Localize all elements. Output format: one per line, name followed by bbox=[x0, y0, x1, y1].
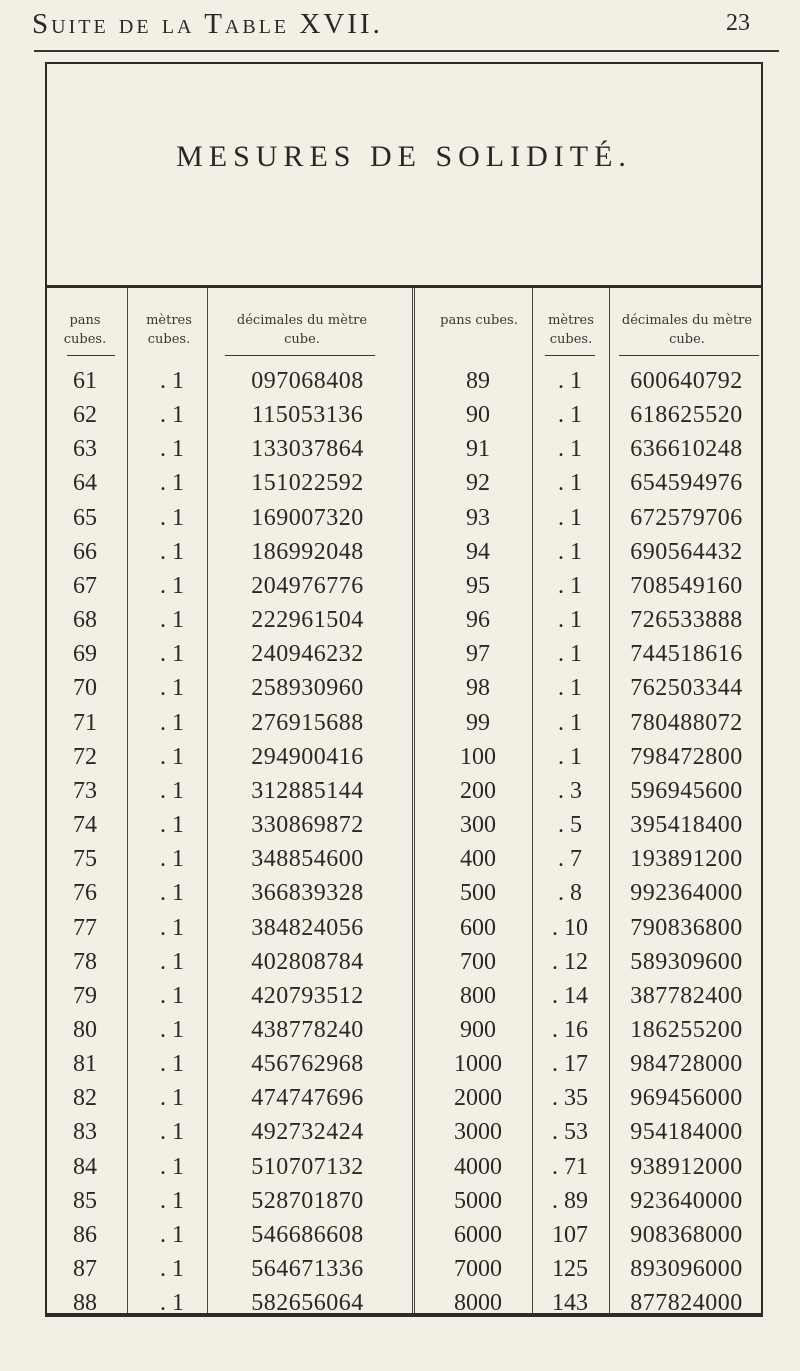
metres-cubes-cell: . 1 bbox=[160, 641, 184, 668]
metres-cubes-cell: . 1 bbox=[160, 948, 184, 975]
metres-cubes-cell: . 1 bbox=[160, 1256, 184, 1283]
metres-cubes-cell: . 89 bbox=[552, 1187, 588, 1214]
metres-cubes-cell: . 1 bbox=[160, 436, 184, 463]
metres-cubes-cell: 143 bbox=[552, 1290, 588, 1317]
header-underline bbox=[619, 355, 759, 356]
table-row bbox=[47, 603, 761, 637]
metres-cubes-cell: . 1 bbox=[558, 641, 582, 668]
metres-cubes-cell: . 1 bbox=[558, 436, 582, 463]
metres-cubes-cell: . 1 bbox=[160, 812, 184, 839]
metres-cubes-cell: . 1 bbox=[160, 1016, 184, 1043]
decimales-cell: 151022592 bbox=[251, 470, 364, 497]
pans-cubes-cell: 82 bbox=[73, 1085, 97, 1112]
table-row bbox=[47, 671, 761, 705]
metres-cubes-cell: . 8 bbox=[558, 880, 582, 907]
pans-cubes-cell: 73 bbox=[73, 777, 97, 804]
table-row bbox=[47, 876, 761, 910]
metres-cubes-cell: . 1 bbox=[558, 504, 582, 531]
metres-cubes-cell: . 1 bbox=[558, 538, 582, 565]
metres-cubes-cell: . 1 bbox=[160, 743, 184, 770]
metres-cubes-cell: . 1 bbox=[160, 470, 184, 497]
pans-cubes-cell: 2000 bbox=[454, 1085, 502, 1112]
column-header-pans-cubes-left: pans cubes. bbox=[63, 313, 107, 347]
decimales-cell: 276915688 bbox=[251, 709, 364, 736]
metres-cubes-cell: . 35 bbox=[552, 1085, 588, 1112]
pans-cubes-cell: 600 bbox=[460, 914, 496, 941]
decimales-cell: 294900416 bbox=[251, 743, 364, 770]
decimales-cell: 395418400 bbox=[630, 812, 743, 839]
metres-cubes-cell: . 1 bbox=[160, 607, 184, 634]
decimales-cell: 908368000 bbox=[630, 1221, 743, 1248]
pans-cubes-cell: 900 bbox=[460, 1016, 496, 1043]
table-top-rule bbox=[47, 285, 761, 288]
table-row bbox=[47, 1184, 761, 1218]
table-row bbox=[47, 1150, 761, 1184]
metres-cubes-cell: . 1 bbox=[160, 572, 184, 599]
metres-cubes-cell: . 1 bbox=[160, 538, 184, 565]
pans-cubes-cell: 65 bbox=[73, 504, 97, 531]
table-row bbox=[47, 842, 761, 876]
pans-cubes-cell: 87 bbox=[73, 1256, 97, 1283]
decimales-cell: 456762968 bbox=[251, 1051, 364, 1078]
decimales-cell: 510707132 bbox=[251, 1153, 364, 1180]
decimales-cell: 636610248 bbox=[630, 436, 743, 463]
metres-cubes-cell: . 1 bbox=[558, 470, 582, 497]
metres-cubes-cell: 107 bbox=[552, 1221, 588, 1248]
pans-cubes-cell: 94 bbox=[466, 538, 490, 565]
decimales-cell: 923640000 bbox=[630, 1187, 743, 1214]
metres-cubes-cell: . 1 bbox=[160, 1187, 184, 1214]
table-row bbox=[47, 501, 761, 535]
column-header-metres-cubes-left: mètres cubes. bbox=[146, 313, 192, 347]
table-row bbox=[47, 979, 761, 1013]
pans-cubes-cell: 700 bbox=[460, 948, 496, 975]
decimales-cell: 618625520 bbox=[630, 402, 743, 429]
pans-cubes-cell: 71 bbox=[73, 709, 97, 736]
table-body bbox=[47, 364, 761, 1320]
metres-cubes-cell: . 16 bbox=[552, 1016, 588, 1043]
metres-cubes-cell: . 1 bbox=[160, 1221, 184, 1248]
decimales-cell: 954184000 bbox=[630, 1119, 743, 1146]
pans-cubes-cell: 200 bbox=[460, 777, 496, 804]
pans-cubes-cell: 5000 bbox=[454, 1187, 502, 1214]
pans-cubes-cell: 61 bbox=[73, 368, 97, 394]
decimales-cell: 708549160 bbox=[630, 572, 743, 599]
table-row bbox=[47, 1115, 761, 1149]
decimales-cell: 402808784 bbox=[251, 948, 364, 975]
pans-cubes-cell: 100 bbox=[460, 743, 496, 770]
metres-cubes-cell: 125 bbox=[552, 1256, 588, 1283]
table-row bbox=[47, 706, 761, 740]
decimales-cell: 330869872 bbox=[251, 812, 364, 839]
pans-cubes-cell: 78 bbox=[73, 948, 97, 975]
table-row bbox=[47, 808, 761, 842]
metres-cubes-cell: . 1 bbox=[160, 846, 184, 873]
table-row bbox=[47, 569, 761, 603]
pans-cubes-cell: 88 bbox=[73, 1290, 97, 1317]
decimales-cell: 169007320 bbox=[251, 504, 364, 531]
decimales-cell: 938912000 bbox=[630, 1153, 743, 1180]
metres-cubes-cell: . 1 bbox=[160, 1290, 184, 1317]
metres-cubes-cell: . 1 bbox=[558, 709, 582, 736]
running-title: Suite de la Table XVII. bbox=[32, 8, 383, 40]
metres-cubes-cell: . 53 bbox=[552, 1119, 588, 1146]
decimales-cell: 186255200 bbox=[630, 1016, 743, 1043]
header-underline bbox=[225, 355, 375, 356]
pans-cubes-cell: 79 bbox=[73, 982, 97, 1009]
pans-cubes-cell: 85 bbox=[73, 1187, 97, 1214]
metres-cubes-cell: . 1 bbox=[558, 675, 582, 702]
table-row bbox=[47, 432, 761, 466]
pans-cubes-cell: 70 bbox=[73, 675, 97, 702]
column-header-pans-cubes-right: pans cubes. bbox=[440, 313, 518, 328]
decimales-cell: 240946232 bbox=[251, 641, 364, 668]
decimales-cell: 222961504 bbox=[251, 607, 364, 634]
metres-cubes-cell: . 1 bbox=[160, 982, 184, 1009]
page-number: 23 bbox=[726, 10, 750, 36]
table-row bbox=[47, 1218, 761, 1252]
decimales-cell: 366839328 bbox=[251, 880, 364, 907]
decimales-cell: 258930960 bbox=[251, 675, 364, 702]
metres-cubes-cell: . 1 bbox=[160, 402, 184, 429]
table-row bbox=[47, 1047, 761, 1081]
pans-cubes-cell: 89 bbox=[466, 368, 490, 394]
decimales-cell: 564671336 bbox=[251, 1256, 364, 1283]
pans-cubes-cell: 93 bbox=[466, 504, 490, 531]
pans-cubes-cell: 300 bbox=[460, 812, 496, 839]
table-frame bbox=[45, 62, 763, 1317]
pans-cubes-cell: 500 bbox=[460, 880, 496, 907]
table-row bbox=[47, 911, 761, 945]
column-header-decimales-right: décimales du mètre cube. bbox=[621, 313, 753, 347]
decimales-cell: 582656064 bbox=[251, 1290, 364, 1317]
pans-cubes-cell: 76 bbox=[73, 880, 97, 907]
metres-cubes-cell: . 1 bbox=[558, 743, 582, 770]
decimales-cell: 744518616 bbox=[630, 641, 743, 668]
decimales-cell: 204976776 bbox=[251, 572, 364, 599]
pans-cubes-cell: 95 bbox=[466, 572, 490, 599]
metres-cubes-cell: . 1 bbox=[160, 504, 184, 531]
decimales-cell: 387782400 bbox=[630, 982, 743, 1009]
header-underline bbox=[67, 355, 115, 356]
pans-cubes-cell: 68 bbox=[73, 607, 97, 634]
decimales-cell: 115053136 bbox=[251, 402, 364, 429]
decimales-cell: 438778240 bbox=[251, 1016, 364, 1043]
pans-cubes-cell: 3000 bbox=[454, 1119, 502, 1146]
decimales-cell: 969456000 bbox=[630, 1085, 743, 1112]
pans-cubes-cell: 7000 bbox=[454, 1256, 502, 1283]
table-row bbox=[47, 466, 761, 500]
decimales-cell: 384824056 bbox=[251, 914, 364, 941]
decimales-cell: 348854600 bbox=[251, 846, 364, 873]
metres-cubes-cell: . 5 bbox=[558, 812, 582, 839]
column-header-metres-cubes-right: mètres cubes. bbox=[548, 313, 594, 347]
metres-cubes-cell: . 71 bbox=[552, 1153, 588, 1180]
pans-cubes-cell: 4000 bbox=[454, 1153, 502, 1180]
metres-cubes-cell: . 1 bbox=[160, 1119, 184, 1146]
metres-cubes-cell: . 1 bbox=[160, 1051, 184, 1078]
pans-cubes-cell: 64 bbox=[73, 470, 97, 497]
decimales-cell: 474747696 bbox=[251, 1085, 364, 1112]
table-row bbox=[47, 637, 761, 671]
pans-cubes-cell: 6000 bbox=[454, 1221, 502, 1248]
pans-cubes-cell: 63 bbox=[73, 436, 97, 463]
table-row bbox=[47, 535, 761, 569]
pans-cubes-cell: 67 bbox=[73, 572, 97, 599]
pans-cubes-cell: 400 bbox=[460, 846, 496, 873]
metres-cubes-cell: . 1 bbox=[160, 709, 184, 736]
table-row bbox=[47, 945, 761, 979]
pans-cubes-cell: 98 bbox=[466, 675, 490, 702]
pans-cubes-cell: 96 bbox=[466, 607, 490, 634]
decimales-cell: 133037864 bbox=[251, 436, 364, 463]
decimales-cell: 589309600 bbox=[630, 948, 743, 975]
metres-cubes-cell: . 1 bbox=[160, 880, 184, 907]
decimales-cell: 600640792 bbox=[630, 368, 743, 394]
pans-cubes-cell: 1000 bbox=[454, 1051, 502, 1078]
decimales-cell: 992364000 bbox=[630, 880, 743, 907]
pans-cubes-cell: 66 bbox=[73, 538, 97, 565]
metres-cubes-cell: . 3 bbox=[558, 777, 582, 804]
pans-cubes-cell: 8000 bbox=[454, 1290, 502, 1317]
decimales-cell: 186992048 bbox=[251, 538, 364, 565]
decimales-cell: 726533888 bbox=[630, 607, 743, 634]
decimales-cell: 672579706 bbox=[630, 504, 743, 531]
column-header-decimales-left: décimales du mètre cube. bbox=[236, 313, 368, 347]
table-row bbox=[47, 1081, 761, 1115]
pans-cubes-cell: 74 bbox=[73, 812, 97, 839]
table-row bbox=[47, 364, 761, 398]
decimales-cell: 877824000 bbox=[630, 1290, 743, 1317]
pans-cubes-cell: 86 bbox=[73, 1221, 97, 1248]
decimales-cell: 492732424 bbox=[251, 1119, 364, 1146]
decimales-cell: 528701870 bbox=[251, 1187, 364, 1214]
decimales-cell: 420793512 bbox=[251, 982, 364, 1009]
metres-cubes-cell: . 12 bbox=[552, 948, 588, 975]
metres-cubes-cell: . 1 bbox=[558, 607, 582, 634]
page-header bbox=[18, 2, 798, 62]
pans-cubes-cell: 72 bbox=[73, 743, 97, 770]
metres-cubes-cell: . 7 bbox=[558, 846, 582, 873]
decimales-cell: 798472800 bbox=[630, 743, 743, 770]
metres-cubes-cell: . 14 bbox=[552, 982, 588, 1009]
pans-cubes-cell: 92 bbox=[466, 470, 490, 497]
table-row bbox=[47, 774, 761, 808]
metres-cubes-cell: . 10 bbox=[552, 914, 588, 941]
pans-cubes-cell: 800 bbox=[460, 982, 496, 1009]
decimales-cell: 893096000 bbox=[630, 1256, 743, 1283]
decimales-cell: 312885144 bbox=[251, 777, 364, 804]
metres-cubes-cell: . 1 bbox=[160, 914, 184, 941]
metres-cubes-cell: . 1 bbox=[558, 368, 582, 394]
table-row bbox=[47, 1013, 761, 1047]
pans-cubes-cell: 69 bbox=[73, 641, 97, 668]
pans-cubes-cell: 75 bbox=[73, 846, 97, 873]
decimales-cell: 690564432 bbox=[630, 538, 743, 565]
header-underline bbox=[545, 355, 595, 356]
metres-cubes-cell: . 1 bbox=[160, 1153, 184, 1180]
pans-cubes-cell: 99 bbox=[466, 709, 490, 736]
pans-cubes-cell: 84 bbox=[73, 1153, 97, 1180]
table-row bbox=[47, 740, 761, 774]
decimales-cell: 654594976 bbox=[630, 470, 743, 497]
table-row bbox=[47, 1286, 761, 1320]
decimales-cell: 193891200 bbox=[630, 846, 743, 873]
pans-cubes-cell: 83 bbox=[73, 1119, 97, 1146]
decimales-cell: 780488072 bbox=[630, 709, 743, 736]
pans-cubes-cell: 91 bbox=[466, 436, 490, 463]
pans-cubes-cell: 80 bbox=[73, 1016, 97, 1043]
pans-cubes-cell: 90 bbox=[466, 402, 490, 429]
metres-cubes-cell: . 1 bbox=[160, 675, 184, 702]
decimales-cell: 762503344 bbox=[630, 675, 743, 702]
pans-cubes-cell: 81 bbox=[73, 1051, 97, 1078]
decimales-cell: 097068408 bbox=[251, 368, 364, 394]
metres-cubes-cell: . 1 bbox=[558, 572, 582, 599]
pans-cubes-cell: 97 bbox=[466, 641, 490, 668]
table-row bbox=[47, 398, 761, 432]
decimales-cell: 546686608 bbox=[251, 1221, 364, 1248]
metres-cubes-cell: . 1 bbox=[558, 402, 582, 429]
decimales-cell: 596945600 bbox=[630, 777, 743, 804]
header-rule bbox=[34, 50, 779, 52]
pans-cubes-cell: 77 bbox=[73, 914, 97, 941]
metres-cubes-cell: . 1 bbox=[160, 368, 184, 394]
pans-cubes-cell: 62 bbox=[73, 402, 97, 429]
decimales-cell: 790836800 bbox=[630, 914, 743, 941]
metres-cubes-cell: . 1 bbox=[160, 1085, 184, 1112]
metres-cubes-cell: . 17 bbox=[552, 1051, 588, 1078]
metres-cubes-cell: . 1 bbox=[160, 777, 184, 804]
table-title: MESURES DE SOLIDITÉ. bbox=[176, 140, 632, 173]
decimales-cell: 984728000 bbox=[630, 1051, 743, 1078]
table-row bbox=[47, 1252, 761, 1286]
